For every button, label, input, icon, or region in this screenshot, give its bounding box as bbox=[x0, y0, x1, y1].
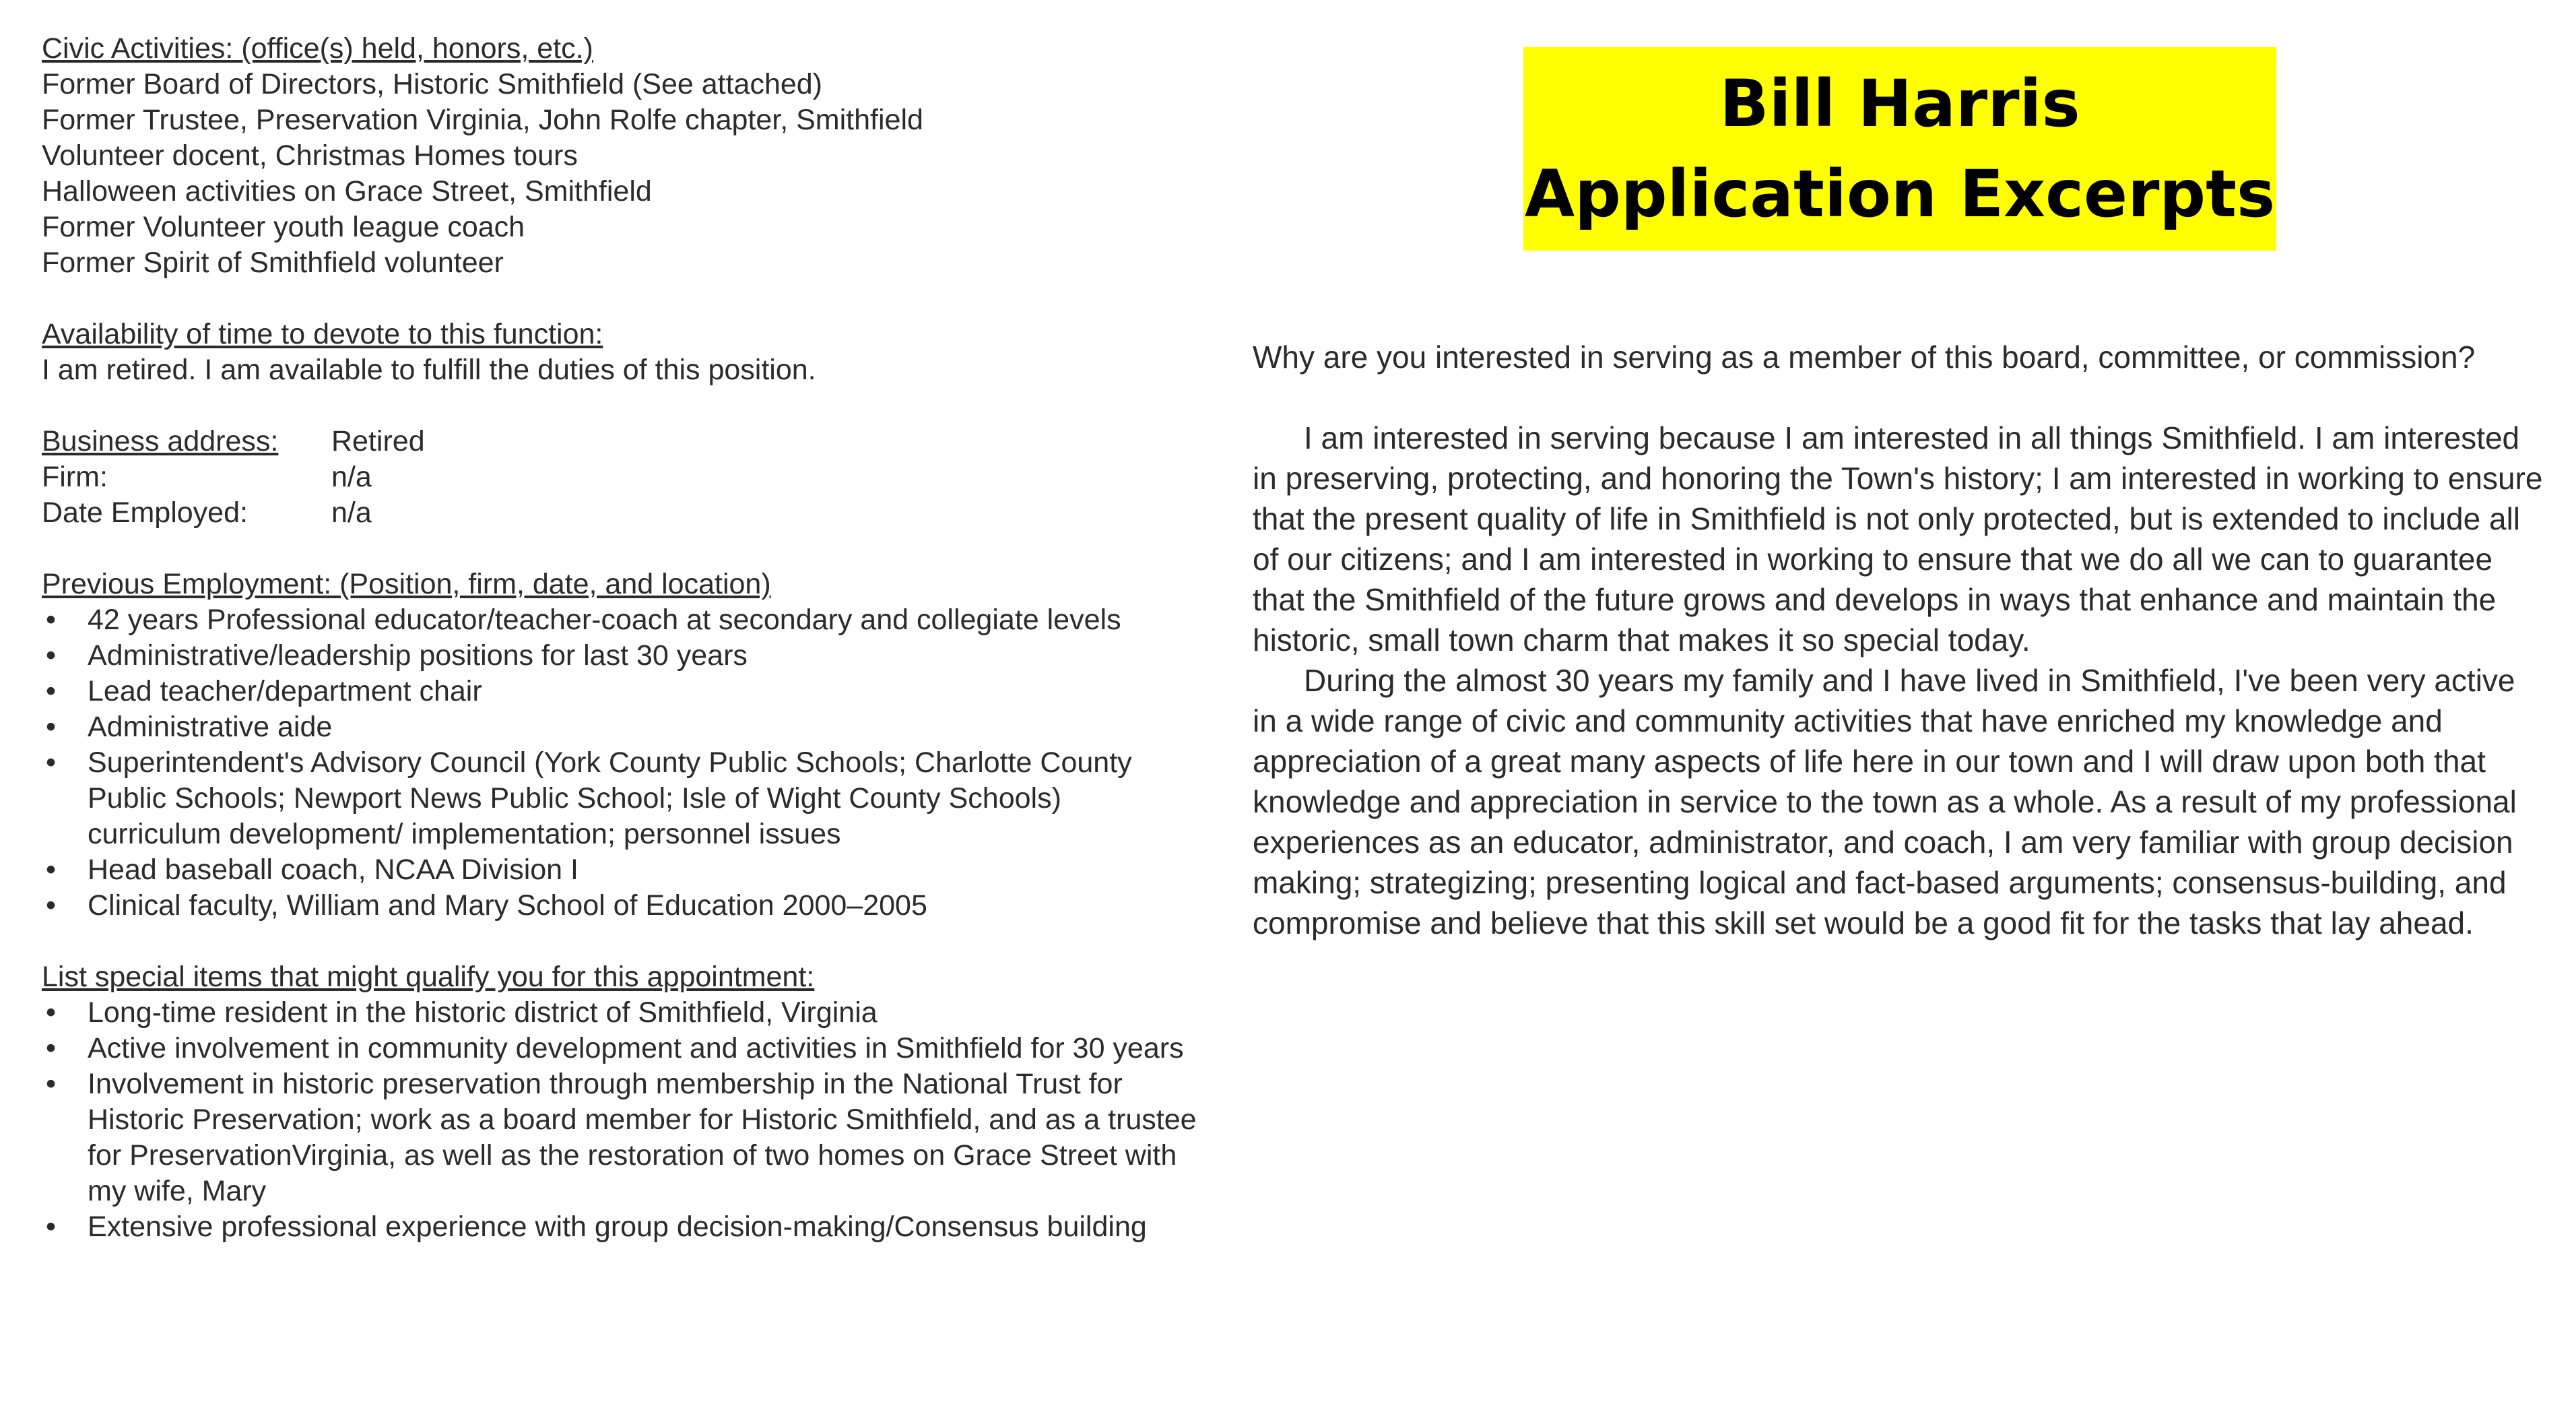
special-item: • Active involvement in community development and activities in Smithfield for 30 years bbox=[42, 1031, 1199, 1066]
employment-item: • Clinical faculty, William and Mary School of Education 2000–2005 bbox=[42, 888, 1199, 924]
civic-item: Former Spirit of Smithfield volunteer bbox=[42, 247, 504, 279]
title-subtitle: Application Excerpts bbox=[1524, 156, 2276, 232]
employment-section bbox=[42, 567, 1200, 924]
interest-answer bbox=[1253, 418, 2546, 943]
availability-section bbox=[42, 317, 1200, 388]
civic-activities-section bbox=[42, 31, 1200, 281]
business-section bbox=[42, 424, 1200, 531]
employment-item: • Head baseball coach, NCAA Division I bbox=[42, 852, 1199, 888]
employment-item: • Administrative aide bbox=[42, 709, 1199, 745]
employment-item: • 42 years Professional educator/teacher-coach at secondary and collegiate levels bbox=[42, 602, 1199, 638]
employment-heading: Previous Employment: (Position, firm, date, and location) bbox=[42, 568, 771, 600]
employment-item: • Lead teacher/department chair bbox=[42, 674, 1199, 709]
availability-text: I am retired. I am available to fulfill the duties of this position. bbox=[42, 354, 816, 386]
special-items-heading: List special items that might qualify you for this appointment: bbox=[42, 961, 815, 993]
business-address-value: Retired bbox=[331, 425, 425, 457]
interest-statement bbox=[1253, 337, 2546, 943]
date-employed-label: Date Employed: bbox=[42, 497, 248, 529]
civic-item: Former Volunteer youth league coach bbox=[42, 211, 525, 243]
civic-item: Halloween activities on Grace Street, Smithfield bbox=[42, 175, 652, 207]
application-form-left-column bbox=[42, 31, 1200, 1245]
interest-paragraph: I am interested in serving because I am interested in all things Smithfield. I am interested in preserving, protecting, and honoring the Town's history; I am interested in working to ensure that the present quality of life in Smithfield is not only protected, but is extended to include all of our citizens; and I am interested in working to ensure that we do all we can to guarantee that the Smithfield of the future grows and develops in ways that enhance and maintain the historic, small town charm that makes it so special today. bbox=[1253, 420, 2543, 658]
civic-item: Former Trustee, Preservation Virginia, John Rolfe chapter, Smithfield bbox=[42, 104, 923, 136]
title-banner bbox=[1523, 47, 2276, 251]
interest-paragraph: During the almost 30 years my family and I have lived in Smithfield, I've been very active in a wide range of civic and community activities that have enriched my knowledge and appreciation of a great many aspects of life here in our town and I will draw upon both that knowledge and appreciation in service to the town as a whole. As a result of my professional experiences as an educator, administrator, and coach, I am very familiar with group decision making; strategizing; presenting logical and fact-based arguments; consensus-building, and compromise and believe that this skill set would be a good fit for the tasks that lay ahead. bbox=[1253, 663, 2517, 940]
civic-activities-heading: Civic Activities: (office(s) held, honors, etc.) bbox=[42, 32, 593, 65]
business-row bbox=[42, 495, 1200, 531]
availability-heading: Availability of time to devote to this function: bbox=[42, 318, 603, 350]
interest-question: Why are you interested in serving as a member of this board, committee, or commission? bbox=[1253, 340, 2476, 375]
business-address-label: Business address: bbox=[42, 425, 279, 457]
civic-item: Volunteer docent, Christmas Homes tours bbox=[42, 139, 578, 172]
date-employed-value: n/a bbox=[331, 497, 372, 529]
firm-value: n/a bbox=[331, 461, 372, 493]
business-row bbox=[42, 424, 1200, 459]
special-item: • Involvement in historic preservation through membership in the National Trust for Historic Preservation; work as a board member for Historic Smithfield, and as a trustee for PreservationVirginia, as well as the restoration of two homes on Grace Street with my wife, Mary bbox=[42, 1066, 1199, 1209]
civic-item: Former Board of Directors, Historic Smithfield (See attached) bbox=[42, 68, 823, 100]
firm-label: Firm: bbox=[42, 461, 108, 493]
title-name: Bill Harris bbox=[1719, 66, 2080, 141]
special-items-list bbox=[42, 995, 1200, 1245]
special-items-section bbox=[42, 959, 1200, 1245]
employment-item: • Administrative/leadership positions for last 30 years bbox=[42, 638, 1199, 674]
special-item: • Long-time resident in the historic district of Smithfield, Virginia bbox=[42, 995, 1199, 1031]
employment-item: • Superintendent's Advisory Council (York County Public Schools; Charlotte County Public Schools; Newport News Public School; Isle of Wight County Schools) curriculum development/ implementation; personnel issues bbox=[42, 745, 1199, 852]
employment-list bbox=[42, 602, 1200, 924]
special-item: • Extensive professional experience with group decision-making/Consensus building bbox=[42, 1209, 1199, 1245]
business-row bbox=[42, 459, 1200, 495]
